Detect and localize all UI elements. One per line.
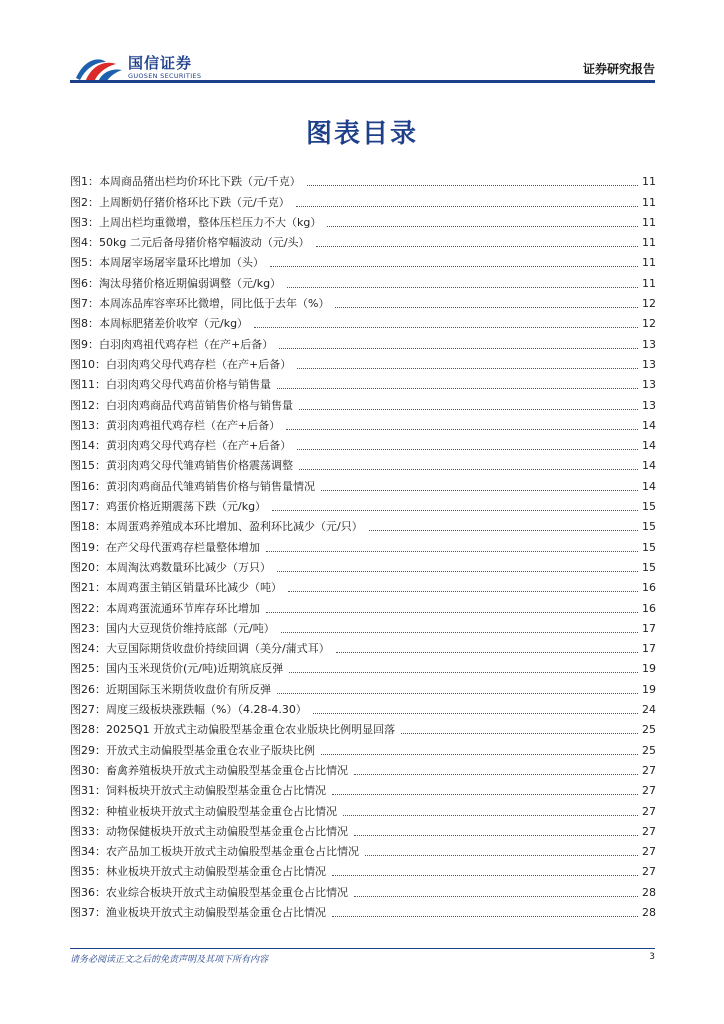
toc-entry-label: 图3： xyxy=(70,215,99,229)
toc-entry-page: 15 xyxy=(642,520,656,534)
toc-entry-page: 15 xyxy=(642,540,656,554)
toc-entry-page: 27 xyxy=(642,845,656,859)
toc-entry-title: 本周冻品库容率环比微增，同比低于去年（%） xyxy=(99,297,330,311)
toc-entry-page: 13 xyxy=(642,378,656,392)
toc-entry-page: 19 xyxy=(642,682,656,696)
toc-entry-label: 图30： xyxy=(70,763,106,777)
toc-entry-title: 白羽肉鸡父母代鸡苗价格与销售量 xyxy=(106,378,271,392)
toc-dot-leader xyxy=(297,368,638,369)
toc-dot-leader xyxy=(336,652,638,653)
footer-divider xyxy=(70,948,655,949)
toc-dot-leader xyxy=(277,571,638,572)
toc-entry-label: 图13： xyxy=(70,418,106,432)
toc-dot-leader xyxy=(332,794,638,795)
toc-entry-page: 13 xyxy=(642,357,656,371)
toc-entry-page: 13 xyxy=(642,398,656,412)
toc-entry-title: 周度三级板块涨跌幅（%）（4.28-4.30） xyxy=(106,703,307,717)
toc-entry[interactable] xyxy=(70,311,656,331)
toc-dot-leader xyxy=(354,774,638,775)
toc-entry-label: 图10： xyxy=(70,357,106,371)
toc-entry-title: 淘汰母猪价格近期偏弱调整（元/kg） xyxy=(99,276,282,290)
toc-entry-page: 27 xyxy=(642,763,656,777)
toc-entry-page: 11 xyxy=(642,256,656,270)
toc-dot-leader xyxy=(299,409,638,410)
toc-entry-label: 图37： xyxy=(70,905,106,919)
toc-entry[interactable] xyxy=(70,758,656,778)
toc-entry-page: 16 xyxy=(642,601,656,615)
toc-entry-title: 黄羽肉鸡父母代鸡存栏（在产+后备） xyxy=(106,439,292,453)
toc-entry[interactable] xyxy=(70,372,656,392)
report-type-label: 证券研究报告 xyxy=(582,62,655,76)
toc-entry-label: 图20： xyxy=(70,560,106,574)
toc-dot-leader xyxy=(289,672,638,673)
toc-entry-page: 12 xyxy=(642,297,656,311)
toc-dot-leader xyxy=(286,429,638,430)
toc-dot-leader xyxy=(401,733,638,734)
toc-dot-leader xyxy=(365,855,638,856)
toc-entry[interactable] xyxy=(70,210,656,230)
toc-dot-leader xyxy=(321,490,638,491)
toc-entry-label: 图26： xyxy=(70,682,106,696)
toc-entry-page: 14 xyxy=(642,418,656,432)
toc-entry-page: 17 xyxy=(642,621,656,635)
toc-entry-title: 林业板块开放式主动偏股型基金重仓占比情况 xyxy=(106,865,326,879)
toc-entry-page: 14 xyxy=(642,459,656,473)
toc-entry-label: 图6： xyxy=(70,276,99,290)
toc-entry-title: 鸡蛋价格近期震荡下跌（元/kg） xyxy=(106,500,267,514)
toc-entry-page: 16 xyxy=(642,581,656,595)
toc-entry-title: 本周商品猪出栏均价环比下跌（元/千克） xyxy=(99,175,301,189)
logo-chinese-name: 国信证券 xyxy=(128,54,193,72)
toc-entry[interactable] xyxy=(70,392,656,412)
toc-entry[interactable] xyxy=(70,798,656,818)
toc-dot-leader xyxy=(254,327,638,328)
page-number: 3 xyxy=(649,952,655,962)
toc-entry[interactable] xyxy=(70,737,656,757)
toc-entry-label: 图18： xyxy=(70,520,106,534)
toc-entry[interactable] xyxy=(70,676,656,696)
toc-entry-label: 图31： xyxy=(70,784,106,798)
toc-entry[interactable] xyxy=(70,453,656,473)
toc-dot-leader xyxy=(369,530,638,531)
toc-entry-title: 近期国际玉米期货收盘价有所反弹 xyxy=(106,682,271,696)
toc-entry-title: 本周蛋鸡养殖成本环比增加、盈利环比减少（元/只） xyxy=(106,520,363,534)
toc-entry-page: 15 xyxy=(642,500,656,514)
toc-entry[interactable] xyxy=(70,636,656,656)
toc-entry-label: 图17： xyxy=(70,500,106,514)
toc-entry[interactable] xyxy=(70,189,656,209)
toc-entry-title: 国内玉米现货价(元/吨)近期筑底反弹 xyxy=(106,662,284,676)
toc-entry-title: 大豆国际期货收盘价持续回调（美分/蒲式耳） xyxy=(106,642,330,656)
toc-dot-leader xyxy=(335,307,638,308)
toc-entry[interactable] xyxy=(70,169,656,189)
toc-entry-title: 2025Q1 开放式主动偏股型基金重仓农业版块比例明显回落 xyxy=(106,723,396,737)
toc-dot-leader xyxy=(277,693,638,694)
toc-entry[interactable] xyxy=(70,697,656,717)
toc-entry[interactable] xyxy=(70,717,656,737)
toc-dot-leader xyxy=(299,469,638,470)
toc-entry-title: 动物保健板块开放式主动偏股型基金重仓占比情况 xyxy=(106,824,348,838)
toc-entry-page: 11 xyxy=(642,236,656,250)
toc-entry-title: 饲料板块开放式主动偏股型基金重仓占比情况 xyxy=(106,784,326,798)
toc-entry-title: 本周标肥猪差价收窄（元/kg） xyxy=(99,317,249,331)
toc-entry-label: 图11： xyxy=(70,378,106,392)
toc-entry-page: 11 xyxy=(642,175,656,189)
toc-entry-title: 黄羽肉鸡商品代雏鸡销售价格与销售量情况 xyxy=(106,479,315,493)
toc-entry-page: 27 xyxy=(642,784,656,798)
toc-entry-title: 国内大豆现货价维持底部（元/吨） xyxy=(106,621,275,635)
toc-entry-title: 上周断奶仔猪价格环比下跌（元/千克） xyxy=(99,195,290,209)
toc-entry-label: 图21： xyxy=(70,581,106,595)
toc-entry[interactable] xyxy=(70,352,656,372)
toc-dot-leader xyxy=(321,754,638,755)
toc-title: 图表目录 xyxy=(305,119,418,149)
toc-entry-title: 黄羽肉鸡祖代鸡存栏（在产+后备） xyxy=(106,418,281,432)
toc-entry-page: 11 xyxy=(642,215,656,229)
toc-entry-title: 白羽肉鸡祖代鸡存栏（在产+后备） xyxy=(99,337,274,351)
toc-entry-page: 19 xyxy=(642,662,656,676)
toc-entry-label: 图27： xyxy=(70,703,106,717)
toc-entry-title: 种植业板块开放式主动偏股型基金重仓占比情况 xyxy=(106,804,337,818)
toc-dot-leader xyxy=(279,348,638,349)
logo-english-name: GUOSEN SECURITIES xyxy=(128,72,202,80)
toc-dot-leader xyxy=(313,713,638,714)
toc-entry[interactable] xyxy=(70,433,656,453)
toc-entry[interactable] xyxy=(70,250,656,270)
toc-dot-leader xyxy=(327,226,638,227)
toc-entry-label: 图16： xyxy=(70,479,106,493)
toc-entry-label: 图34： xyxy=(70,845,106,859)
toc-entry-title: 开放式主动偏股型基金重仓农业子版块比例 xyxy=(106,743,315,757)
toc-entry-title: 畜禽养殖板块开放式主动偏股型基金重仓占比情况 xyxy=(106,763,348,777)
toc-entry-label: 图5： xyxy=(70,256,99,270)
toc-entry-label: 图4： xyxy=(70,236,99,250)
toc-entry-page: 11 xyxy=(642,276,656,290)
toc-entry-label: 图7： xyxy=(70,297,99,311)
toc-dot-leader xyxy=(332,875,638,876)
toc-dot-leader xyxy=(296,206,638,207)
toc-entry-title: 本周鸡蛋流通环节库存环比增加 xyxy=(106,601,260,615)
toc-dot-leader xyxy=(288,591,638,592)
disclaimer-text: 请务必阅读正文之后的免责声明及其项下所有内容 xyxy=(70,955,269,965)
toc-entry-label: 图2： xyxy=(70,195,99,209)
toc-entry-page: 25 xyxy=(642,723,656,737)
toc-entry-page: 14 xyxy=(642,479,656,493)
toc-entry-title: 农产品加工板块开放式主动偏股型基金重仓占比情况 xyxy=(106,845,359,859)
toc-entry-label: 图25： xyxy=(70,662,106,676)
toc-entry-title: 本周鸡蛋主销区销量环比减少（吨） xyxy=(106,581,282,595)
toc-entry-page: 28 xyxy=(642,905,656,919)
toc-entry-title: 50kg 二元后备母猪价格窄幅波动（元/头） xyxy=(99,236,310,250)
toc-entry-title: 黄羽肉鸡父母代雏鸡销售价格震荡调整 xyxy=(106,459,293,473)
toc-entry-page: 12 xyxy=(642,317,656,331)
toc-entry[interactable] xyxy=(70,575,656,595)
toc-entry-page: 15 xyxy=(642,560,656,574)
toc-entry[interactable] xyxy=(70,230,656,250)
toc-entry-title: 本周屠宰场屠宰量环比增加（头） xyxy=(99,256,264,270)
toc-entry-page: 17 xyxy=(642,642,656,656)
toc-entry-page: 27 xyxy=(642,824,656,838)
toc-dot-leader xyxy=(354,896,638,897)
toc-entry-page: 27 xyxy=(642,804,656,818)
toc-entry[interactable] xyxy=(70,270,656,290)
toc-entry-label: 图35： xyxy=(70,865,106,879)
toc-entry[interactable] xyxy=(70,413,656,433)
toc-entry-label: 图23： xyxy=(70,621,106,635)
header-divider xyxy=(70,80,655,83)
toc-entry-page: 24 xyxy=(642,703,656,717)
toc-entry[interactable] xyxy=(70,595,656,615)
toc-entry-label: 图29： xyxy=(70,743,106,757)
toc-entry-label: 图14： xyxy=(70,439,106,453)
toc-entry-label: 图33： xyxy=(70,824,106,838)
toc-entry[interactable] xyxy=(70,291,656,311)
toc-dot-leader xyxy=(266,612,638,613)
toc-entry-label: 图1： xyxy=(70,175,99,189)
toc-entry[interactable] xyxy=(70,534,656,554)
toc-entry-title: 白羽肉鸡父母代鸡存栏（在产+后备） xyxy=(106,357,292,371)
toc-dot-leader xyxy=(272,510,638,511)
toc-entry[interactable] xyxy=(70,656,656,676)
toc-entry-title: 农业综合板块开放式主动偏股型基金重仓占比情况 xyxy=(106,885,348,899)
toc-entry[interactable] xyxy=(70,900,656,920)
toc-entry[interactable] xyxy=(70,514,656,534)
toc-entry-title: 渔业板块开放式主动偏股型基金重仓占比情况 xyxy=(106,905,326,919)
toc-dot-leader xyxy=(307,185,638,186)
toc-entry-page: 28 xyxy=(642,885,656,899)
toc-entry[interactable] xyxy=(70,555,656,575)
toc-entry-label: 图15： xyxy=(70,459,106,473)
page-header xyxy=(0,0,724,90)
toc-entry-label: 图9： xyxy=(70,337,99,351)
toc-dot-leader xyxy=(297,449,638,450)
toc-entry-label: 图24： xyxy=(70,642,106,656)
toc-entry-title: 本周淘汰鸡数量环比减少（万只） xyxy=(106,560,271,574)
toc-entry-label: 图12： xyxy=(70,398,106,412)
toc-dot-leader xyxy=(270,266,638,267)
toc-dot-leader xyxy=(277,388,638,389)
toc-entry-label: 图22： xyxy=(70,601,106,615)
toc-entry-label: 图28： xyxy=(70,723,106,737)
toc-entry-page: 27 xyxy=(642,865,656,879)
toc-dot-leader xyxy=(332,916,638,917)
toc-entry-label: 图19： xyxy=(70,540,106,554)
toc-dot-leader xyxy=(281,632,638,633)
figure-toc-list xyxy=(70,169,656,920)
toc-dot-leader xyxy=(316,246,638,247)
toc-dot-leader xyxy=(354,835,638,836)
toc-entry-title: 上周出栏均重微增，整体压栏压力不大（kg） xyxy=(99,215,322,229)
toc-entry[interactable] xyxy=(70,494,656,514)
toc-entry[interactable] xyxy=(70,778,656,798)
toc-dot-leader xyxy=(287,287,638,288)
toc-entry[interactable] xyxy=(70,859,656,879)
toc-entry[interactable] xyxy=(70,616,656,636)
toc-entry-page: 11 xyxy=(642,195,656,209)
toc-entry[interactable] xyxy=(70,879,656,899)
toc-entry[interactable] xyxy=(70,331,656,351)
toc-entry[interactable] xyxy=(70,839,656,859)
toc-entry-label: 图8： xyxy=(70,317,99,331)
toc-entry-page: 13 xyxy=(642,337,656,351)
toc-entry[interactable] xyxy=(70,473,656,493)
toc-entry-label: 图36： xyxy=(70,885,106,899)
toc-entry-page: 14 xyxy=(642,439,656,453)
toc-entry-title: 在产父母代蛋鸡存栏量整体增加 xyxy=(106,540,260,554)
toc-dot-leader xyxy=(343,815,638,816)
toc-entry-title: 白羽肉鸡商品代鸡苗销售价格与销售量 xyxy=(106,398,293,412)
toc-entry-page: 25 xyxy=(642,743,656,757)
toc-dot-leader xyxy=(266,551,638,552)
toc-entry-label: 图32： xyxy=(70,804,106,818)
toc-entry[interactable] xyxy=(70,819,656,839)
